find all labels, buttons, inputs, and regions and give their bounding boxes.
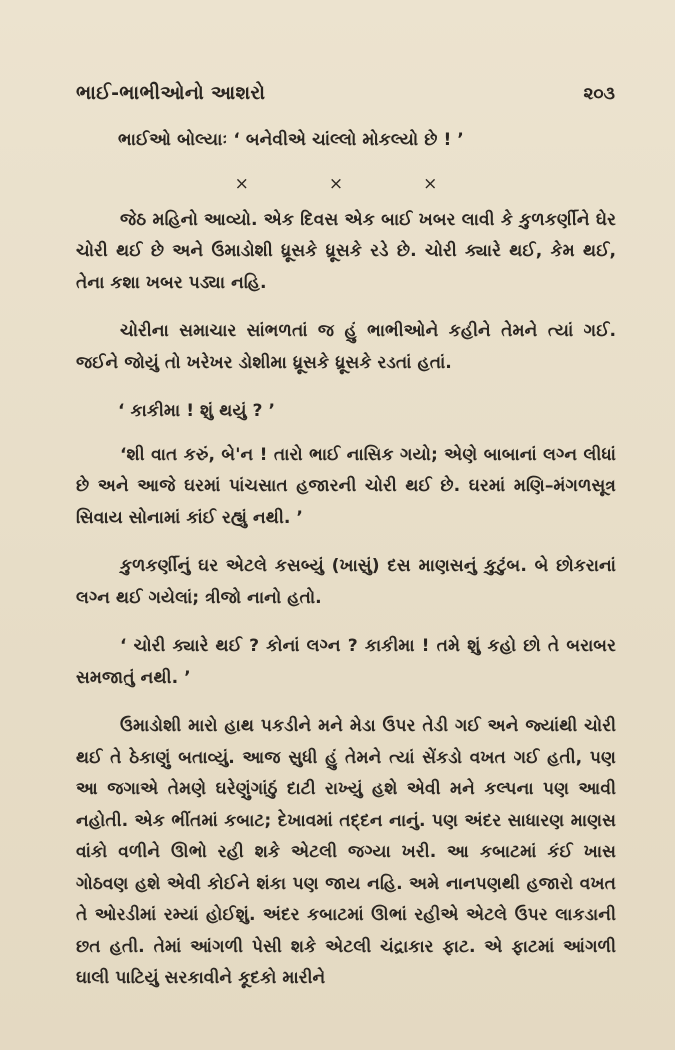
section-separator [76, 169, 616, 199]
paragraph-8: ઉમાડોશી મારો હાથ પકડીને મને મેડા ઉપર તેડી ગઈ અને જ્યાંથી ચોરી થઈ તે ઠેકાણું બતાવ્યું. આજ સુધી હું તેમને ત્યાં સેંકડો વખત ગઈ હતી, પણ આ જગાએ તેમણે ઘરેણુંગાંઠું દાટી રાખ્યું હશે એવી મને કલ્પના પણ આવી નહોતી. એક ભીંતમાં કબાટ; દેખાવમાં તદ્દન નાનું. પણ અંદર સાધારણ માણસ વાંકો વળીને ઊભો રહી શકે એટલી જગ્યા ખરી. આ કબાટમાં કંઈ ખાસ ગોઠવણ હશે એવી કોઈને શંકા પણ જાય નહિ. અમે નાનપણથી હજારો વખત તે ઓરડીમાં રમ્યાં હોઈશું. અંદર કબાટમાં ઊભાં રહીએ એટલે ઉપર લાકડાની છત હતી. તેમાં આંગળી પેસી શકે એટલી ચંદ્રાકાર ફાટ. એ ફાટમાં આંગળી ઘાલી પાટિયું સરકાવીને કૂદકો મારીને [76, 716, 616, 988]
running-head [76, 82, 615, 112]
paragraph-1: ભાઈઓ બોલ્યાઃ ‘ બનેવીએ ચાંલ્લો મોકલ્યો છે ! ’ [118, 130, 464, 150]
separator-mark: × [423, 173, 438, 194]
paragraph-7: ‘ ચોરી ક્યારે થઈ ? કોનાં લગ્ન ? કાકીમા ! તમે શું કહો છો તે બરાબર સમજાતું નથી. ’ [76, 636, 616, 688]
paragraph-2: જેઠ મહિનો આવ્યો. એક દિવસ એક બાઈ ખબર લાવી કે કુળકર્ણીને ઘેર ચોરી થઈ છે અને ઉમાડોશી ધ્રૂસકે ધ્રૂસકે રડે છે. ચોરી ક્યારે થઈ, કેમ થઈ, તેના કશા ખબર પડ્યા નહિ. [76, 209, 616, 293]
paragraph-3: ચોરીના સમાચાર સાંભળતાં જ હું ભાભીઓને કહીને તેમને ત્યાં ગઈ. જઈને જોયું તો ખરેખર ડોશીમા ધ્રૂસકે ધ્રૂસકે રડતાં હતાં. [76, 321, 616, 373]
body-text [76, 125, 616, 1012]
paragraph-4: ‘ કાકીમા ! શું થયું ? ’ [118, 401, 276, 421]
separator-mark: × [234, 173, 249, 194]
running-title: ભાઈ-ભાભીઓનો આશરો [76, 82, 266, 104]
paragraph-6: કુળકર્ણીનું ઘર એટલે કસબ્યું (ખાસું) દસ માણસનું કુટુંબ. બે છોકરાનાં લગ્ન થઈ ગયેલાં; ત્રીજો નાનો હતો. [76, 556, 616, 608]
separator-mark: × [328, 173, 344, 194]
page-number: ૨૦૩ [583, 84, 615, 104]
paragraph-5: ‘શી વાત કરું, બે'ન ! તારો ભાઈ નાસિક ગયો; એણે બાબાનાં લગ્ન લીધાં છે અને આજે ઘરમાં પાંચસાત હજારની ચોરી થઈ છે. ઘરમાં મણિ–મંગળસૂત્ર સિવાય સોનામાં કાંઈ રહ્યું નથી. ’ [76, 444, 616, 528]
